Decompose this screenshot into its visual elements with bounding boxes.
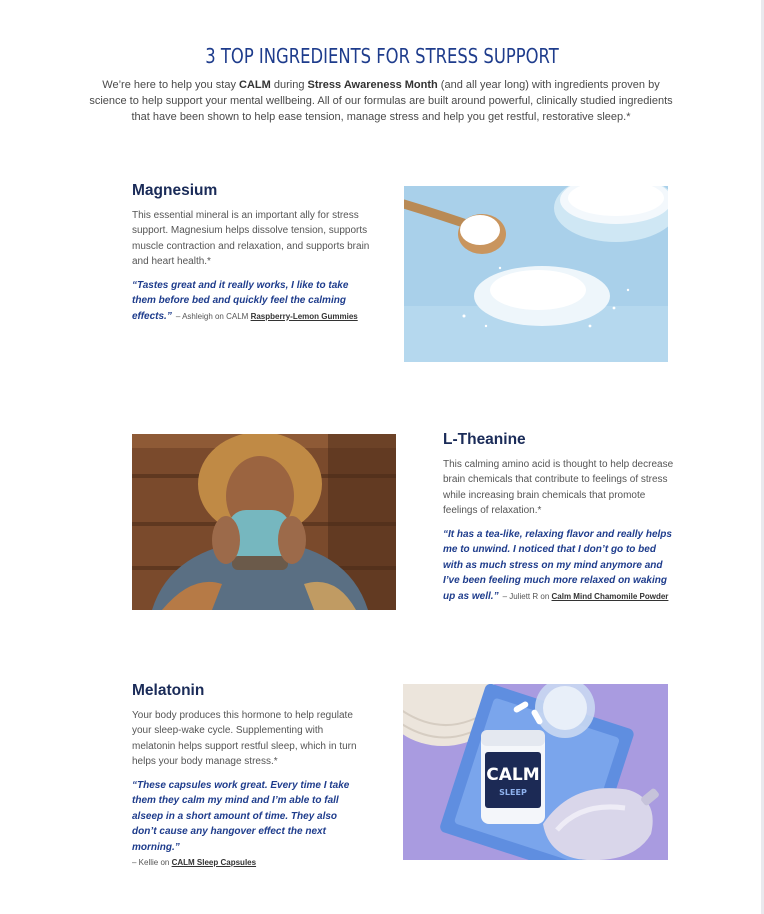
product-brand-label: CALM [486,765,540,785]
l-theanine-attribution: – Juliett R on Calm Mind Chamomile Powder [502,591,669,601]
magnesium-description: This essential mineral is an important ally for stress support. Magnesium helps dissolve tension, supports muscle contraction and relaxation, and supports brain and heart health.* [132,210,370,268]
l-theanine-photo [132,434,396,610]
page-title: 3 TOP INGREDIENTS FOR STRESS SUPPORT [205,44,559,68]
melatonin-description: Your body produces this hormone to help regulate your sleep-wake cycle. Supplementing with melatonin helps support restful sleep, which in turn helps your body manage stress.* [132,710,357,768]
calm-mind-chamomile-powder-link[interactable]: Calm Mind Chamomile Powder [551,591,669,601]
melatonin-photo [403,684,668,860]
l-theanine-quote: “It has a tea-like, relaxing flavor and really helps me to unwind. I noticed that I don’t go to bed with as much stress on my mind anymore and I’ve been feeling much more relaxed on waking up as well.” – Juliett R on Calm Mind Chamomile Powder [443,529,672,602]
melatonin-quote: “These capsules work great. Every time I take them they calm my mind and I’m able to fall alseep in a short amount of time. They also don’t cause any hangover effect the next morning.” – Kellie on CALM Sleep Capsules [132,780,350,868]
intro-calm: CALM [239,79,271,91]
product-variant-label: SLEEP [499,788,527,797]
l-theanine-description: This calming amino acid is thought to help decrease brain chemicals that contribute to feelings of stress while increasing brain chemicals that promote feelings of relaxation.* [443,459,674,517]
magnesium-quote: “Tastes great and it really works, I like to take them before bed and quickly feel the calming effects.” – Ashleigh on CALM Raspberry-Lemon Gummies [132,280,358,322]
raspberry-lemon-gummies-link[interactable]: Raspberry-Lemon Gummies [250,311,358,321]
calm-sleep-capsules-link[interactable]: CALM Sleep Capsules [171,858,257,868]
intro-text: We’re here to help you stay CALM during Stress Awareness Month (and all year long) with ingredients proven by science to help support your mental wellbeing. All of our formulas are built around powerful, clinically studied ingredients that have been shown to help ease tension, manage stress and help you get restful, restorative sleep.* [89,79,673,123]
magnesium-attribution: – Ashleigh on CALM Raspberry-Lemon Gummies [175,311,358,321]
melatonin-attribution: – Kellie on CALM Sleep Capsules [132,858,257,868]
magnesium-photo [404,186,668,362]
l-theanine-title: L-Theanine [443,431,526,448]
intro-month: Stress Awareness Month [307,79,438,91]
magnesium-title: Magnesium [132,182,218,199]
melatonin-title: Melatonin [132,682,205,699]
